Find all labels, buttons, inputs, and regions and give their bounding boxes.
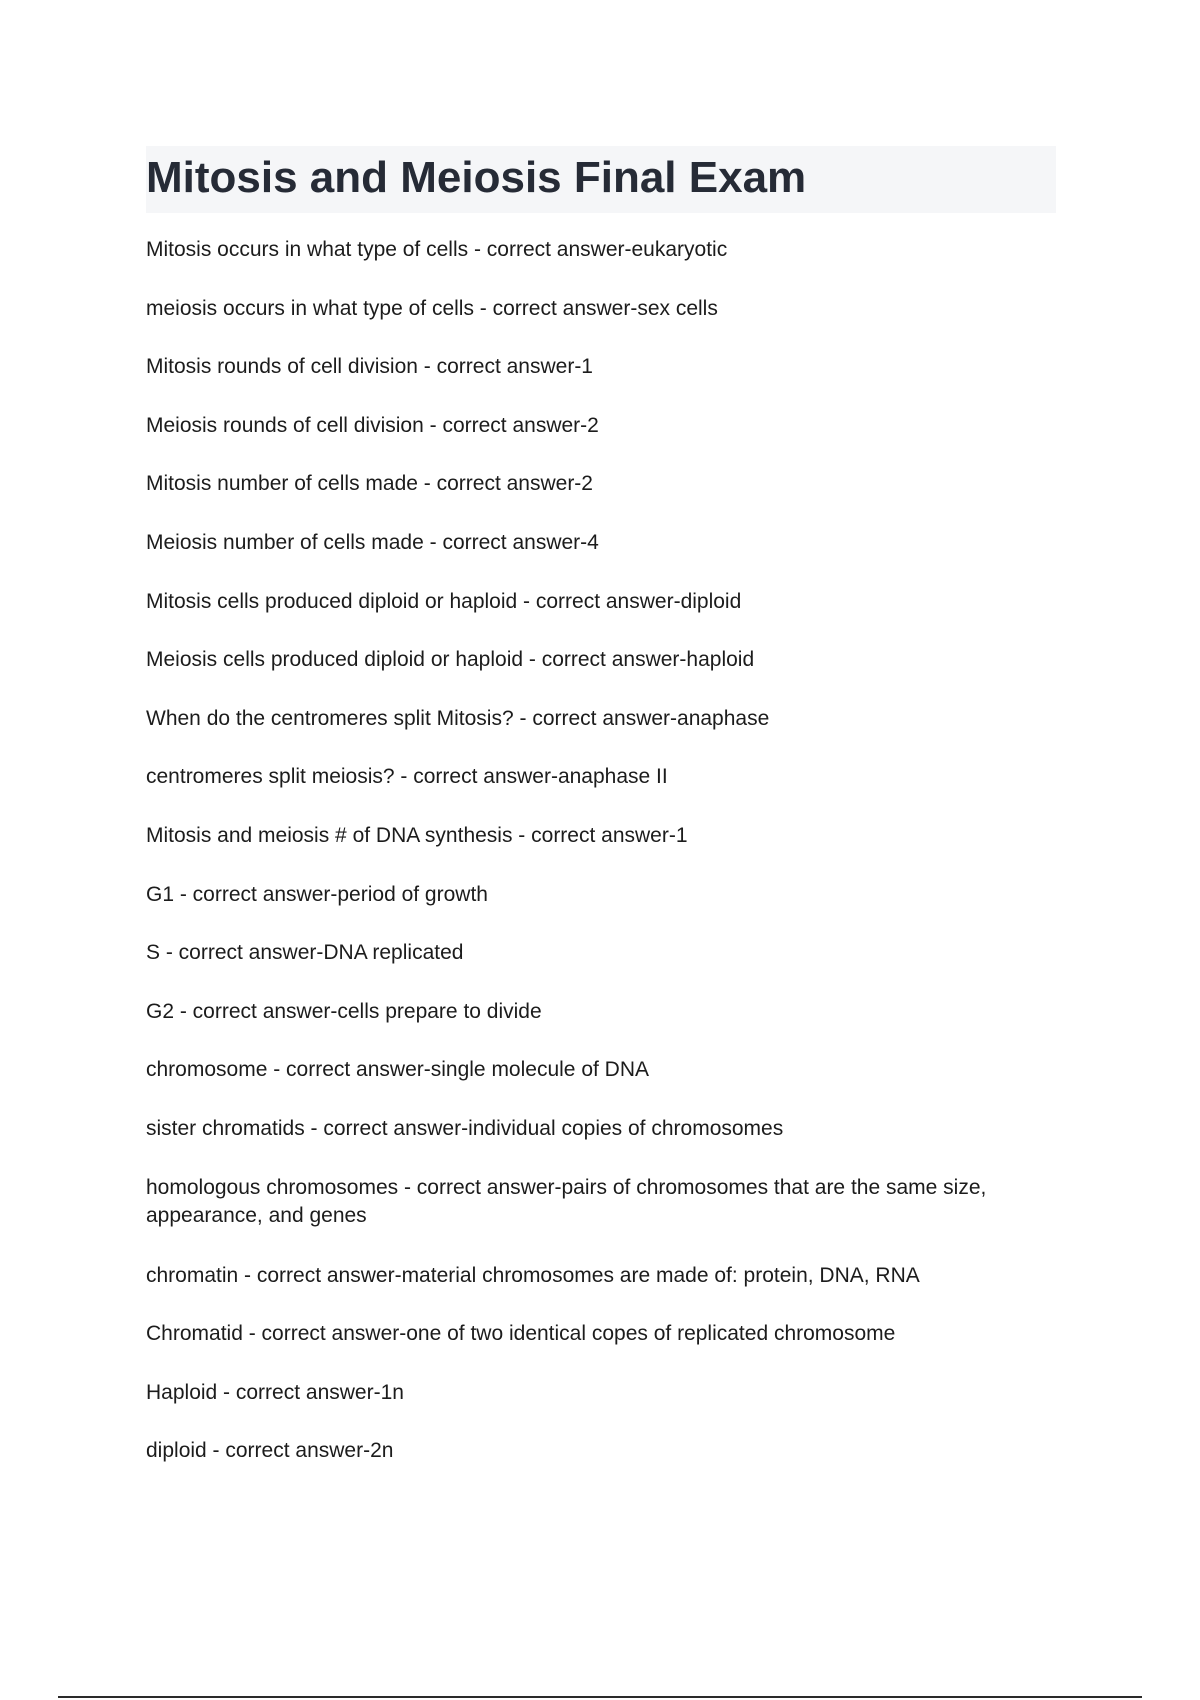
list-item: Mitosis number of cells made - correct answer-2	[146, 472, 593, 496]
list-item: chromatin - correct answer-material chromosomes are made of: protein, DNA, RNA	[146, 1263, 920, 1287]
list-item: homologous chromosomes - correct answer-pairs of chromosomes that are the same size, appearance, and genes	[146, 1175, 987, 1227]
list-item: G1 - correct answer-period of growth	[146, 882, 488, 906]
list-item: diploid - correct answer-2n	[146, 1439, 394, 1463]
list-item: Meiosis rounds of cell division - correct answer-2	[146, 413, 599, 437]
page-title: Mitosis and Meiosis Final Exam	[146, 153, 807, 202]
list-item: Meiosis number of cells made - correct answer-4	[146, 530, 599, 554]
list-item: S - correct answer-DNA replicated	[146, 941, 464, 965]
list-item: Mitosis and meiosis # of DNA synthesis - correct answer-1	[146, 823, 688, 847]
list-item: meiosis occurs in what type of cells - correct answer-sex cells	[146, 296, 718, 320]
list-item: Mitosis rounds of cell division - correct answer-1	[146, 355, 593, 379]
list-item: centromeres split meiosis? - correct answer-anaphase II	[146, 765, 668, 789]
list-item: chromosome - correct answer-single molecule of DNA	[146, 1058, 650, 1082]
title-banner	[146, 146, 1056, 213]
list-item: Mitosis occurs in what type of cells - correct answer-eukaryotic	[146, 238, 728, 261]
list-item: Haploid - correct answer-1n	[146, 1380, 404, 1404]
list-item: Mitosis cells produced diploid or haploid - correct answer-diploid	[146, 589, 742, 613]
question-answer-list	[146, 236, 1056, 1496]
list-item: sister chromatids - correct answer-individual copies of chromosomes	[146, 1116, 784, 1140]
list-item: When do the centromeres split Mitosis? - correct answer-anaphase	[146, 706, 770, 730]
list-item: Meiosis cells produced diploid or haploid - correct answer-haploid	[146, 648, 755, 672]
footer-divider	[58, 1696, 1142, 1698]
list-item: G2 - correct answer-cells prepare to divide	[146, 999, 542, 1023]
list-item: Chromatid - correct answer-one of two identical copes of replicated chromosome	[146, 1322, 896, 1346]
